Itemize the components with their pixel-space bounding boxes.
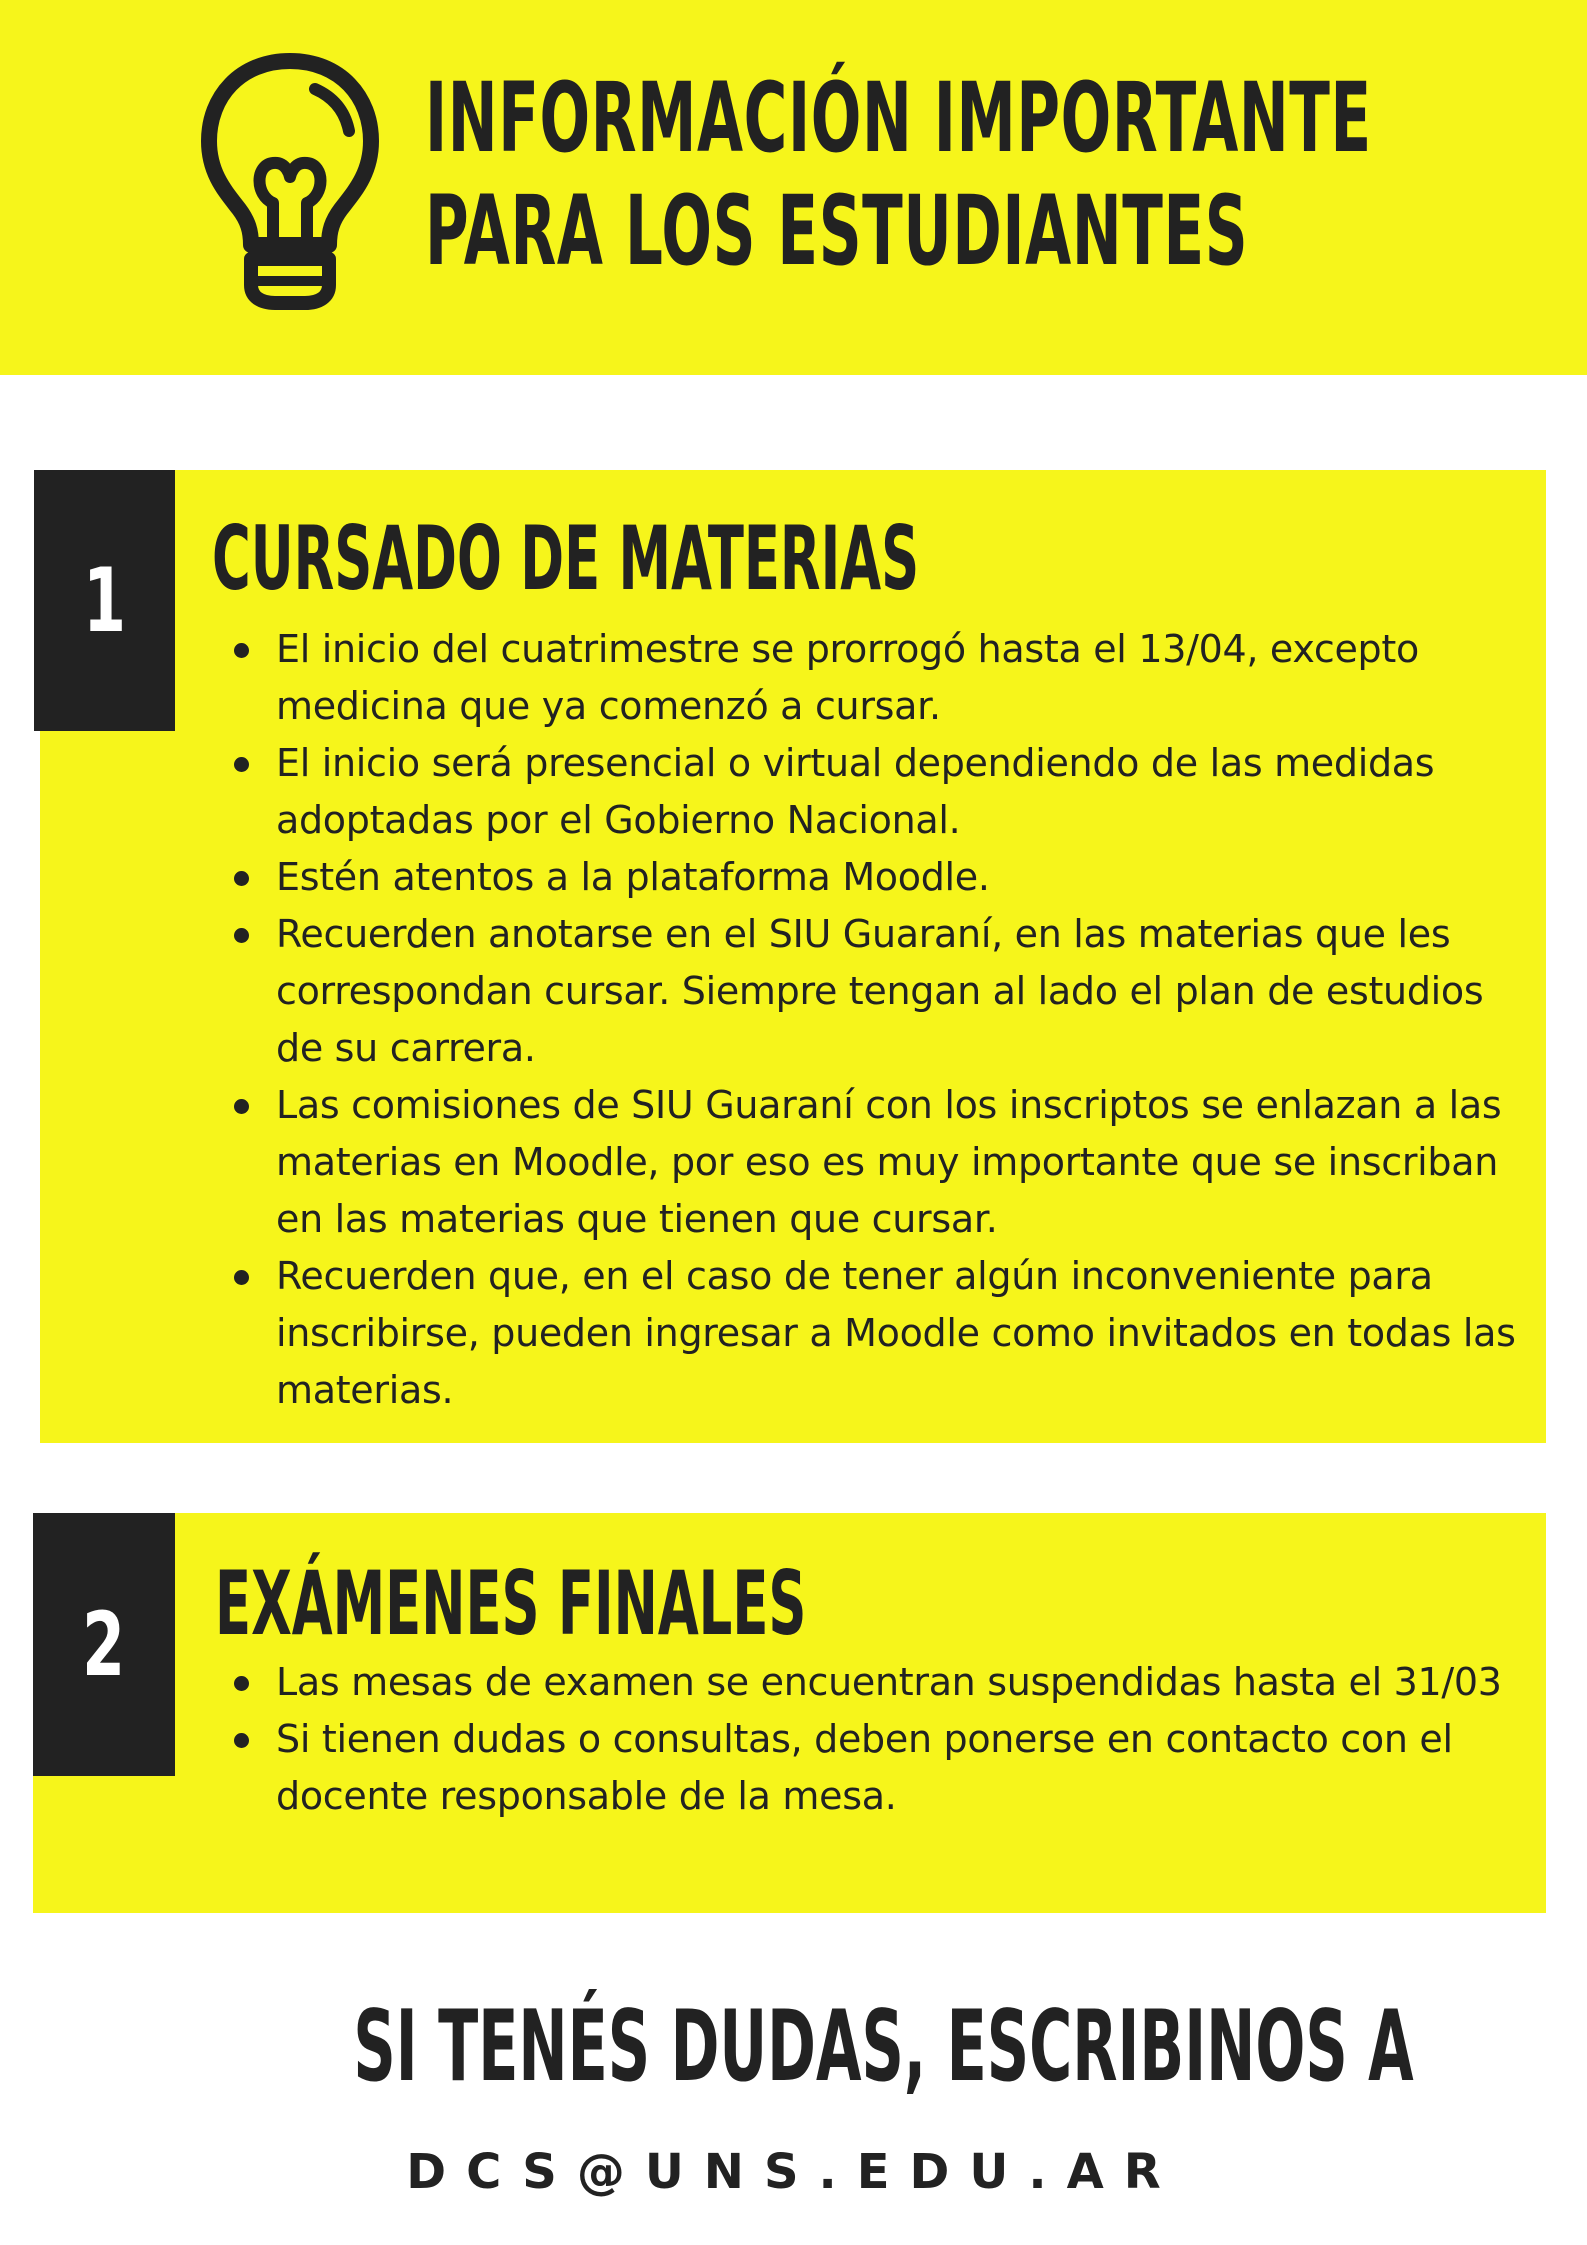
footer-title: SI TENÉS DUDAS, ESCRIBINOS A [353, 1990, 1414, 2104]
list-item: Recuerden anotarse en el SIU Guaraní, en las materias que les correspondan cursar. Siempre tengan al lado el plan de estudios de su carrera. [234, 906, 1534, 1077]
list-item: El inicio del cuatrimestre se prorrogó hasta el 13/04, excepto medicina que ya comenzó a cursar. [234, 621, 1534, 735]
bullet-icon [234, 871, 249, 886]
list-item: Las comisiones de SIU Guaraní con los inscriptos se enlazan a las materias en Moodle, por eso es muy importante que se inscriban en las materias que tienen que cursar. [234, 1077, 1534, 1248]
bullet-icon [234, 1099, 249, 1114]
bullet-list [234, 621, 1534, 1419]
list-item: El inicio será presencial o virtual dependiendo de las medidas adoptadas por el Gobierno Nacional. [234, 735, 1534, 849]
section-number-badge: 2 [33, 1513, 175, 1776]
section-number-badge: 1 [34, 470, 175, 731]
section-title: EXÁMENES FINALES [215, 1552, 807, 1655]
section-title: CURSADO DE MATERIAS [212, 507, 920, 610]
page-title-line-1: INFORMACIÓN IMPORTANTE [425, 62, 1372, 174]
page-title-line-2: PARA LOS ESTUDIANTES [425, 175, 1249, 287]
list-item: Estén atentos a la plataforma Moodle. [234, 849, 1534, 906]
lightbulb-icon [195, 45, 385, 315]
header-banner [0, 0, 1587, 375]
bullet-icon [234, 1676, 249, 1691]
bullet-icon [234, 757, 249, 772]
list-item: Recuerden que, en el caso de tener algún inconveniente para inscribirse, pueden ingresar a Moodle como invitados en todas las materias. [234, 1248, 1534, 1419]
list-item: Si tienen dudas o consultas, deben ponerse en contacto con el docente responsable de la mesa. [234, 1711, 1534, 1825]
bullet-list [234, 1654, 1534, 1825]
bullet-icon [234, 1733, 249, 1748]
bullet-icon [234, 643, 249, 658]
list-item: Las mesas de examen se encuentran suspendidas hasta el 31/03 [234, 1654, 1534, 1711]
contact-email-link[interactable]: DCS@UNS.EDU.AR [406, 2144, 1181, 2200]
bullet-icon [234, 1270, 249, 1285]
bullet-icon [234, 928, 249, 943]
